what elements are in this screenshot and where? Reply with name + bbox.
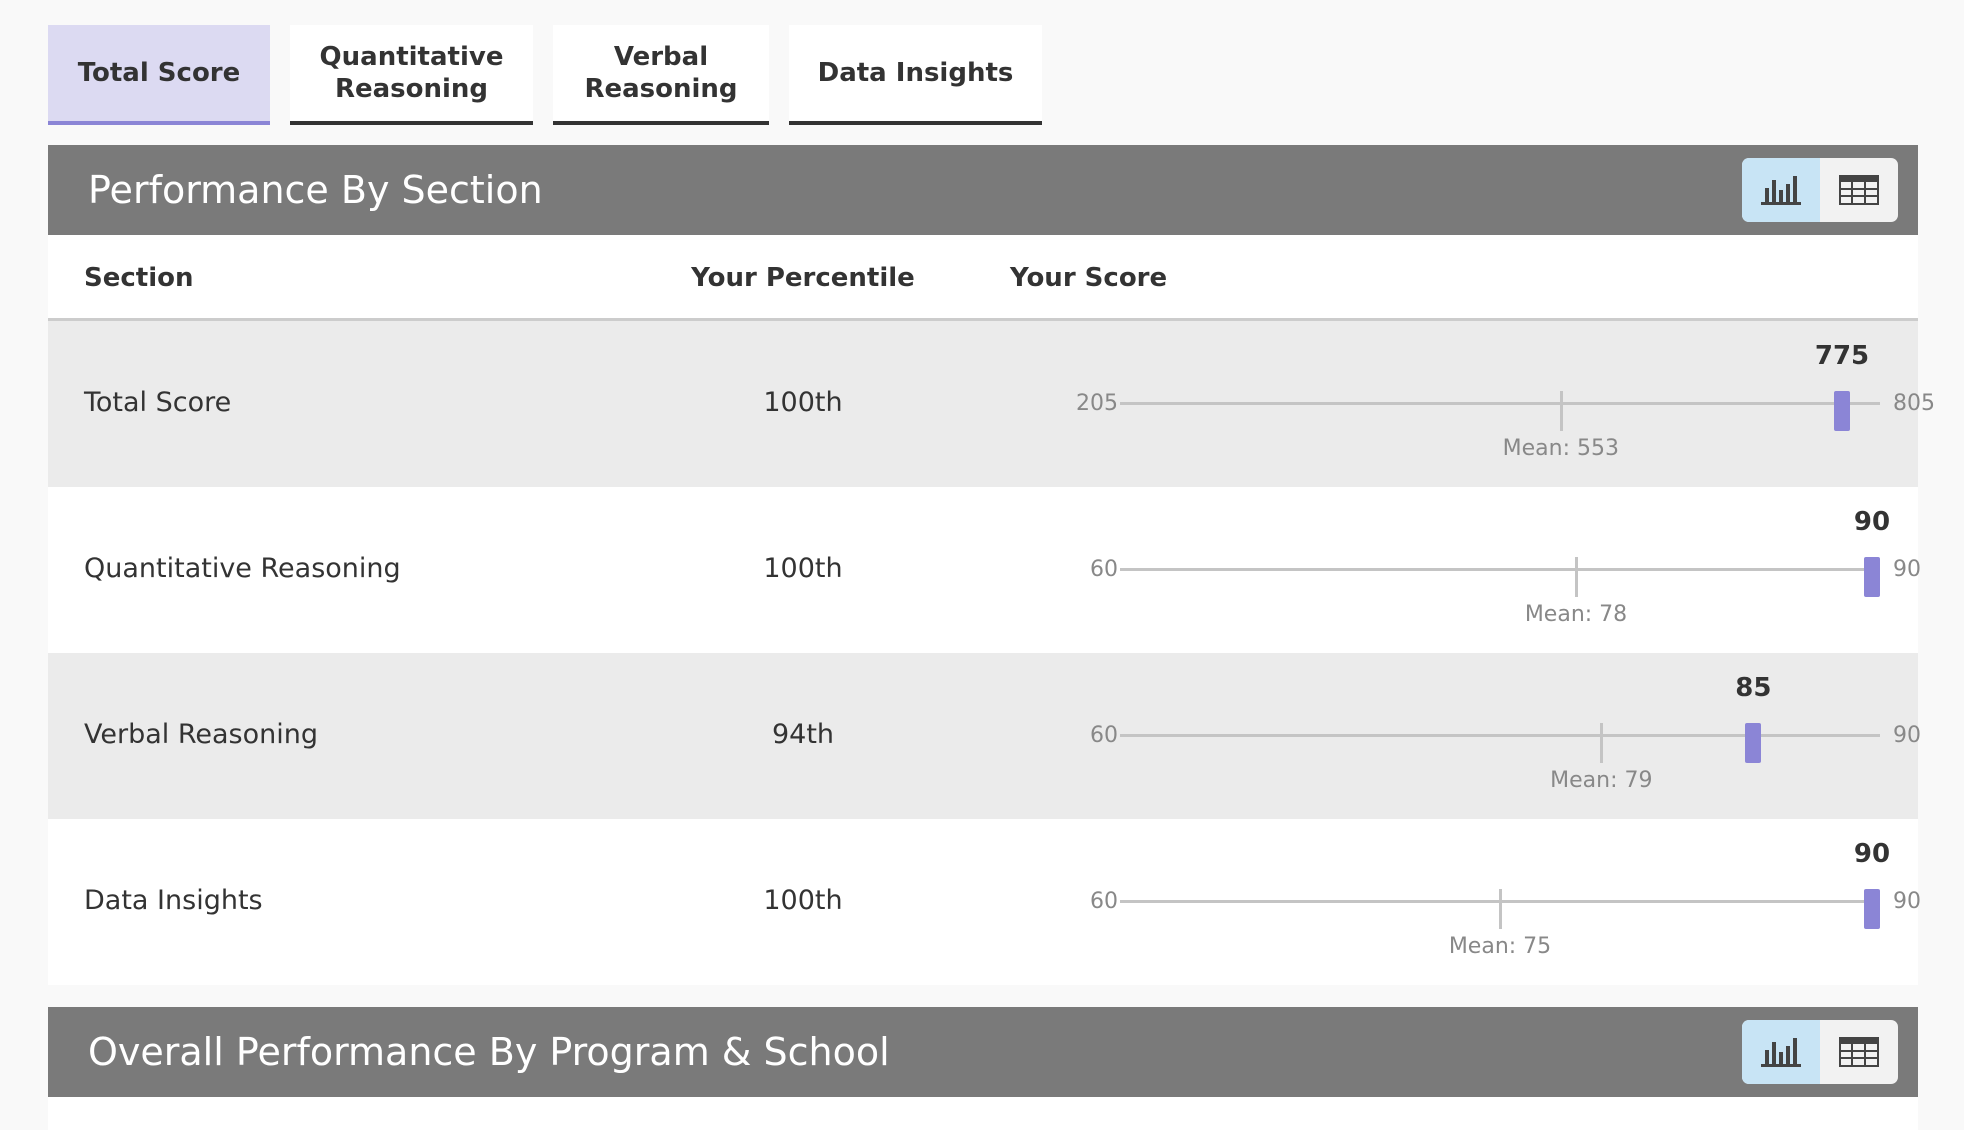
percentile-value: 94th [771,719,835,750]
mean-tick [1575,557,1578,597]
table-icon [1839,175,1879,205]
overall-performance-header [48,1007,1918,1097]
scale-track [1120,402,1880,405]
scale-track [1120,568,1880,571]
column-header-score: Your Score [1010,263,1168,293]
mean-tick [1600,723,1603,763]
scale-max: 90 [1893,557,1921,582]
percentile-value: 100th [763,387,843,418]
table-row [48,321,1935,487]
view-toggle [1742,158,1898,222]
view-toggle [1742,1020,1898,1084]
table-icon [1839,1037,1879,1067]
bar-chart-icon [1761,1036,1801,1068]
score-value: 90 [1853,839,1891,869]
performance-by-section-header [48,145,1918,235]
mean-label: Mean: 79 [1550,768,1653,793]
mean-tick [1560,391,1563,431]
column-header-percentile: Your Percentile [691,263,915,293]
score-marker [1834,391,1850,431]
table-row [48,819,1921,985]
tab-quantitative-reasoning[interactable]: Quantitative Reasoning [290,25,533,125]
scale-min: 60 [1090,889,1118,914]
panel-title: Performance By Section [88,168,543,212]
table-view-button[interactable] [1820,1020,1898,1084]
scale-max: 805 [1893,391,1935,416]
mean-label: Mean: 553 [1502,436,1619,461]
score-value: 775 [1814,341,1870,371]
mean-label: Mean: 75 [1448,934,1552,959]
score-scale [1008,487,1921,653]
table-view-button[interactable] [1820,158,1898,222]
panel-title: Overall Performance By Program & School [88,1030,890,1074]
mean-tick [1499,889,1502,929]
scale-track [1120,734,1880,737]
section-tabs [48,25,1042,125]
score-value: 90 [1853,507,1891,537]
bar-chart-icon [1761,174,1801,206]
scale-min: 60 [1090,723,1118,748]
chart-view-button[interactable] [1742,158,1820,222]
percentile-value: 100th [763,885,843,916]
score-scale [1008,819,1921,985]
mean-label: Mean: 78 [1524,602,1628,627]
panel-body [48,1097,1918,1130]
percentile-value: 100th [763,553,843,584]
score-marker [1864,557,1880,597]
scale-max: 90 [1893,889,1921,914]
tab-verbal-reasoning[interactable]: Verbal Reasoning [553,25,769,125]
tab-total-score[interactable]: Total Score [48,25,270,125]
table-row [48,653,1921,819]
score-scale [1008,321,1935,487]
section-name: Quantitative Reasoning [84,553,401,584]
score-marker [1864,889,1880,929]
score-value: 85 [1735,673,1772,703]
table-row [48,487,1921,653]
performance-table [48,235,1935,985]
chart-view-button[interactable] [1742,1020,1820,1084]
score-marker [1745,723,1761,763]
column-header-section: Section [84,263,194,293]
section-name: Data Insights [84,885,263,916]
section-name: Verbal Reasoning [84,719,319,750]
scale-min: 205 [1076,391,1118,416]
scale-max: 90 [1893,723,1921,748]
score-scale [1008,653,1921,819]
scale-min: 60 [1090,557,1118,582]
section-name: Total Score [84,387,232,418]
tab-data-insights[interactable]: Data Insights [789,25,1042,125]
table-header-row [48,235,1918,321]
